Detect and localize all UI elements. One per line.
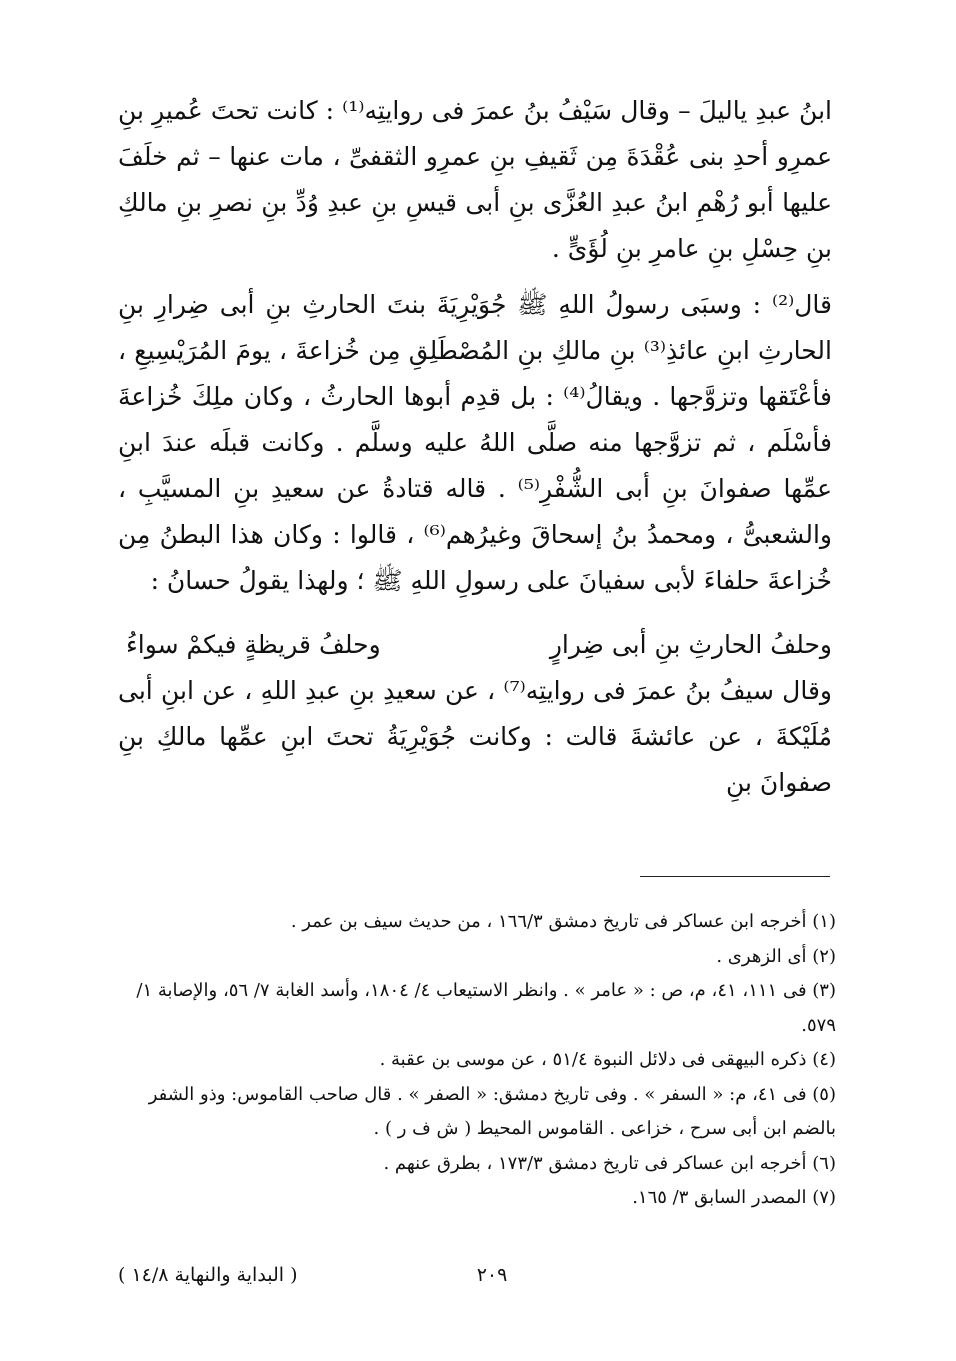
footnote: (٣) فى ١١١، ٤١، م، ص : « عامر » . وانظر الاستيعاب ٤/ ١٨٠٤، وأسد الغابة ٧/ ٥٦، والإصابة ١/ ٥٧٩. <box>136 980 836 1036</box>
paragraph: قال⁽²⁾ : وسبَى رسولُ اللهِ ﷺ جُوَيْرِيَةَ بنتَ الحارثِ بنِ أبى ضِرارِ بنِ الحارثِ ابنِ عائذِ⁽³⁾ بنِ مالكِ بنِ المُصْطَلِقِ مِن خُزاعةَ ، يومَ المُرَيْسِيعِ ، فأعْتَقها وتزوَّجها . ويقالُ⁽⁴⁾ : بل قدِم أبوها الحارثُ ، وكان ملِكَ خُزاعةَ فأسْلَم ، ثم تزوَّجها منه صلَّى اللهُ عليه وسلَّم . وكانت قبلَه عندَ ابنِ عمِّها صفوانَ بنِ أبى الشُّفْرِ⁽⁵⁾ . قاله قتادةُ عن سعيدِ بنِ المسيَّبِ ، والشعبىُّ ، ومحمدُ بنُ إسحاقَ وغيرُهم⁽⁶⁾ ، قالوا : وكان هذا البطنُ مِن خُزاعةَ حلفاءَ لأبى سفيانَ على رسولِ اللهِ ﷺ ؛ ولهذا يقولُ حسانُ : <box>118 290 833 595</box>
paragraph: وقال سيفُ بنُ عمرَ فى روايتِه⁽⁷⁾ ، عن سعيدِ بنِ عبدِ اللهِ ، عن ابنِ أبى مُلَيْكةَ ، عن عائشةَ قالت : وكانت جُوَيْرِيَةُ تحتَ ابنِ عمِّها مالكِ بنِ صفوانَ بنِ <box>118 676 832 797</box>
footnotes <box>122 905 836 1216</box>
footnote: (٥) فى ٤١، م: « السفر » . وفى تاريخ دمشق: « الصفر » . قال صاحب القاموس: وذو الشفر بالضم ابن أبى سرح ، خزاعى . القاموس المحيط ( ش ف ر ) . <box>148 1083 836 1139</box>
footnote: (٤) ذكره البيهقى فى دلائل النبوة ٥١/٤ ، عن موسى بن عقبة . <box>379 1049 836 1070</box>
footnote-separator <box>640 876 830 877</box>
main-text <box>118 88 832 806</box>
footnote: (١) أخرجه ابن عساكر فى تاريخ دمشق ١٦٦/٣ ، من حديث سيف بن عمر . <box>290 911 836 932</box>
poem-first-hemistich: وحلفُ الحارثِ بنِ أبى ضِرارٍ <box>549 630 832 659</box>
source-reference: ( البداية والنهاية ١٤/٨ ) <box>118 1264 298 1286</box>
footnote: (٧) المصدر السابق ٣/ ١٦٥. <box>632 1187 836 1208</box>
page-number: ٢٠٩ <box>476 1264 508 1286</box>
paragraph: ابنُ عبدِ ياليلَ – وقال سَيْفُ بنُ عمرَ فى روايتِه⁽¹⁾ : كانت تحتَ عُميرِ بنِ عمرِو أحدِ بنى عُقْدَةَ مِن ثَقيفِ بنِ عمرِو الثقفىِّ ، مات عنها – ثم خلَفَ عليها أبو رُهْمِ ابنُ عبدِ العُزَّى بنِ أبى قيسِ بنِ عبدِ وُدِّ بنِ نصرِ بنِ مالكِ بنِ حِسْلِ بنِ عامرِ بنِ لُؤَىٍّ . <box>118 96 832 263</box>
poem-second-hemistich: وحلفُ قريظةٍ فيكمْ سواءُ <box>126 630 381 659</box>
poem-verse <box>118 622 832 668</box>
footnote: (٦) أخرجه ابن عساكر فى تاريخ دمشق ١٧٣/٣ ، بطرق عنهم . <box>383 1152 836 1174</box>
page-footer <box>118 1264 832 1296</box>
footnote: (٢) أى الزهرى . <box>716 945 836 967</box>
